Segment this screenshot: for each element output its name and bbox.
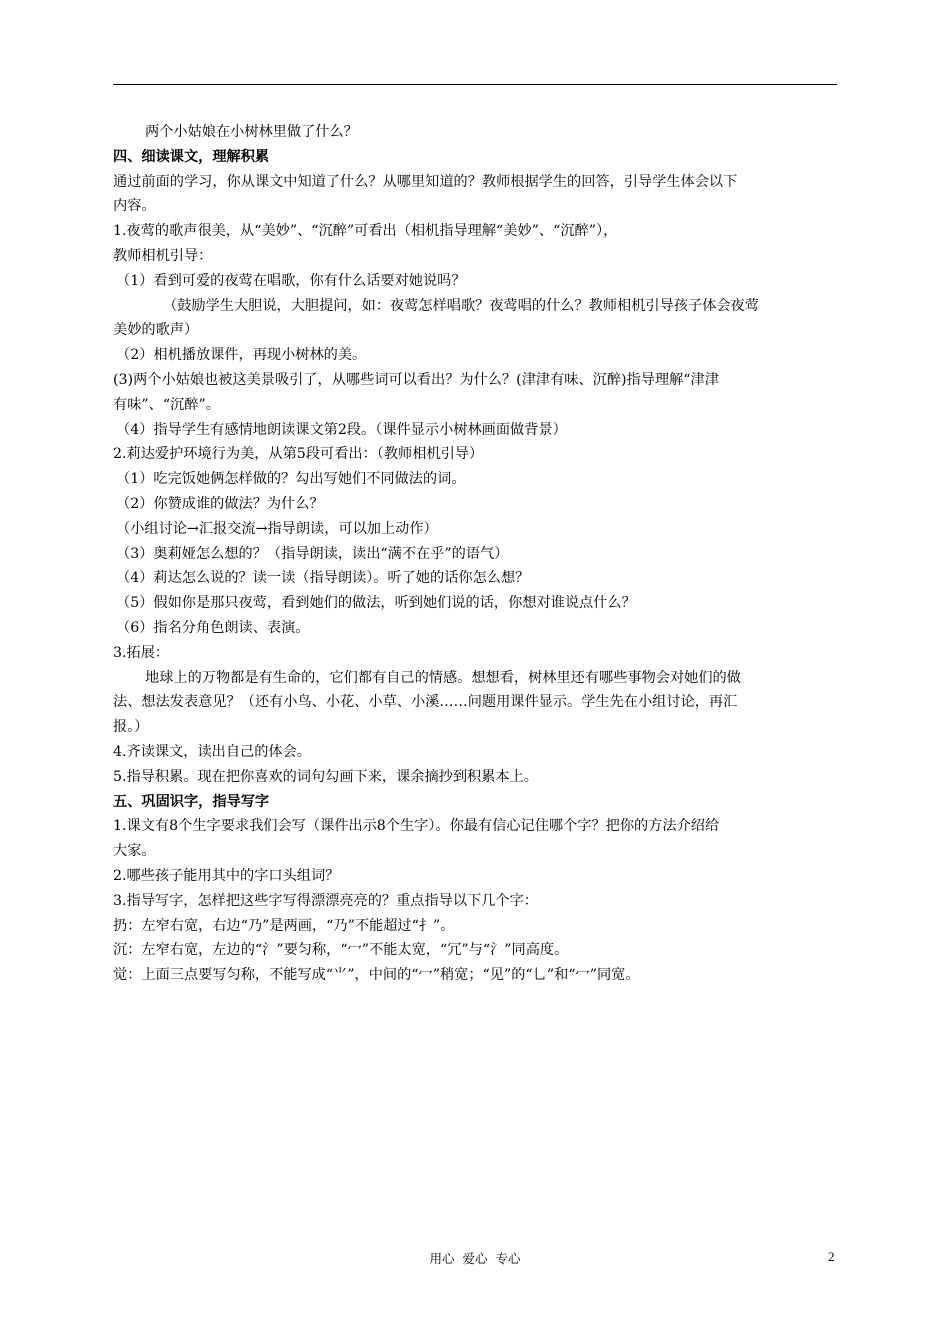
paragraph-line: （小组讨论→汇报交流→指导朗读，可以加上动作）	[116, 520, 438, 537]
paragraph-line: 两个小姑娘在小树林里做了什么？	[145, 124, 358, 140]
paragraph-line: 觉：上面三点要写匀称，不能写成“⺌”，中间的“冖”稍宽；“见”的“乚”和“冖”同宽。	[113, 967, 640, 984]
paragraph-line: （2）相机播放课件，再现小树林的美。	[116, 347, 367, 364]
document-body	[113, 120, 839, 988]
paragraph-line: （1）看到可爱的夜莺在唱歌，你有什么话要对她说吗？	[116, 272, 466, 289]
paragraph-line: 沉：左窄右宽，左边的“氵”要匀称，“冖”不能太宽，“冗”与“氵”同高度。	[113, 942, 569, 959]
paragraph-line: 内容。	[113, 198, 156, 215]
paragraph-line: （3）奥莉娅怎么想的？（指导朗读，读出“满不在乎”的语气）	[116, 545, 509, 562]
paragraph-line: 报。）	[113, 719, 149, 736]
paragraph-line: （4）指导学生有感情地朗读课文第2段。（课件显示小树林画面做背景）	[116, 421, 567, 438]
header-rule	[113, 84, 837, 85]
paragraph-line: 2.莉达爱护环境行为美，从第5段可看出：（教师相机引导）	[113, 446, 484, 463]
paragraph-line: 1.课文有8个生字要求我们会写（课件出示8个生字）。你最有信心记住哪个字？把你的方法介绍给	[113, 818, 720, 835]
paragraph-line: 1.夜莺的歌声很美，从“美妙”、“沉醉”可看出（相机指导理解“美妙”、“沉醉”），	[113, 223, 618, 240]
section-heading: 五、巩固识字，指导写字	[113, 793, 270, 810]
paragraph-line: （鼓励学生大胆说，大胆提问，如：夜莺怎样唱歌？夜莺唱的什么？教师相机引导孩子体会夜莺	[163, 297, 759, 314]
paragraph-line: 3.指导写字，怎样把这些字写得漂漂亮亮的？重点指导以下几个字：	[113, 892, 538, 909]
page-number: 2	[828, 1249, 835, 1264]
paragraph-line: （4）莉达怎么说的？读一读（指导朗读）。听了她的话你怎么想？	[116, 570, 530, 587]
paragraph-line: 2.哪些孩子能用其中的字口头组词？	[113, 867, 340, 884]
paragraph-line: （6）指名分角色朗读、表演。	[116, 619, 310, 636]
paragraph-line: 3.拓展：	[113, 644, 170, 661]
paragraph-line: 5.指导积累。现在把你喜欢的词句勾画下来，课余摘抄到积累本上。	[113, 768, 538, 785]
paragraph-line: 地球上的万物都是有生命的，它们都有自己的情感。想想看，树林里还有哪些事物会对她们的做	[145, 669, 741, 686]
paragraph-line: 教师相机引导：	[113, 247, 213, 264]
paragraph-line: （1）吃完饭她俩怎样做的？勾出写她们不同做法的词。	[116, 471, 466, 488]
paragraph-line: 4.齐读课文，读出自己的体会。	[113, 743, 311, 760]
paragraph-line: 通过前面的学习，你从课文中知道了什么？从哪里知道的？教师根据学生的回答，引导学生体会以下	[113, 173, 738, 190]
paragraph-line: 美妙的歌声）	[113, 322, 199, 339]
paragraph-line: （2）你赞成谁的做法？为什么？	[116, 495, 324, 512]
paragraph-line: 扔：左窄右宽，右边“乃”是两画，“乃”不能超过“扌”。	[113, 917, 455, 934]
paragraph-line: 有味”、“沉醉”。	[113, 396, 220, 413]
paragraph-line: (3)两个小姑娘也被这美景吸引了，从哪些词可以看出？为什么？(津津有味、沉醉)指导理解“津津	[113, 371, 719, 388]
paragraph-line: 大家。	[113, 843, 156, 860]
section-heading: 四、细读课文，理解积累	[113, 148, 270, 165]
footer-motto: 用心 爱心 专心	[429, 1251, 521, 1266]
paragraph-line: （5）假如你是那只夜莺，看到她们的做法，听到她们说的话，你想对谁说点什么？	[116, 595, 636, 612]
paragraph-line: 法、想法发表意见？（还有小鸟、小花、小草、小溪……问题用课件显示。学生先在小组讨论，再汇	[113, 694, 738, 711]
